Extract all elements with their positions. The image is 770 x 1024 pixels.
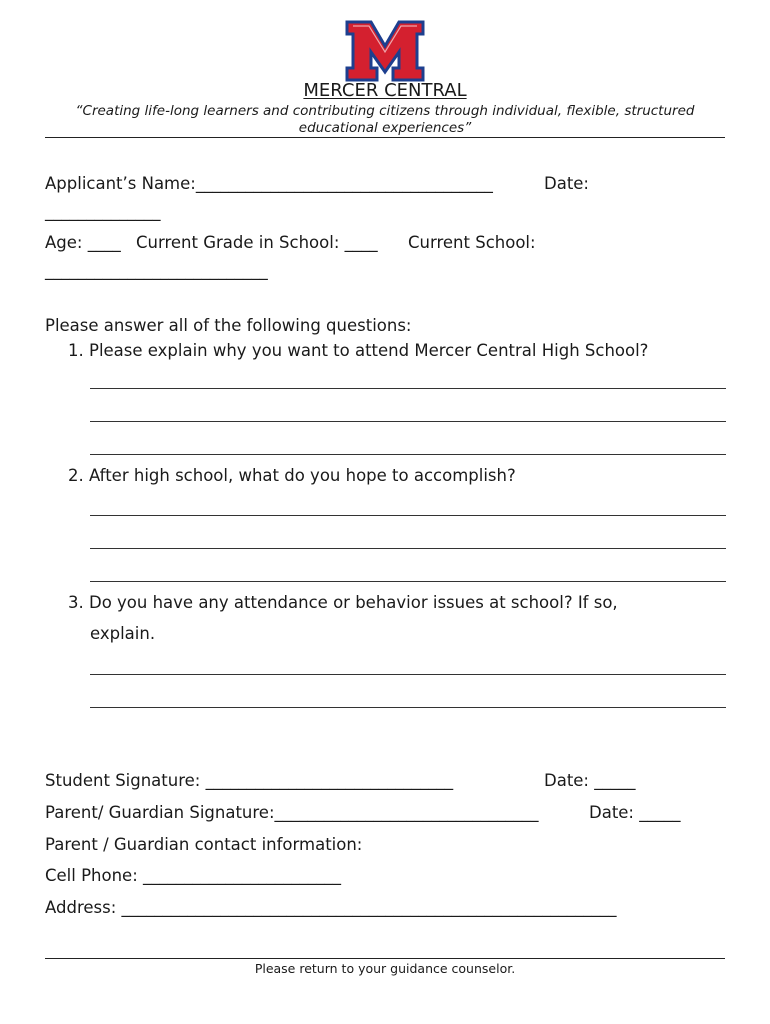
footer-note: Please return to your guidance counselor.	[254, 961, 516, 976]
question-3: 3. Do you have any attendance or behavior issues at school? If so,	[68, 593, 618, 612]
answer-line[interactable]	[90, 421, 726, 422]
parent-date-field[interactable]: Date: _____	[589, 803, 681, 822]
answer-line[interactable]	[90, 707, 726, 708]
student-signature-field[interactable]: Student Signature: ______________________________	[45, 771, 454, 790]
question-1: 1. Please explain why you want to attend Mercer Central High School?	[68, 341, 649, 360]
school-name-heading: MERCER CENTRAL	[303, 80, 467, 101]
answer-line[interactable]	[90, 581, 726, 582]
contact-info-label: Parent / Guardian contact information:	[45, 835, 363, 854]
current-grade-field[interactable]: Current Grade in School: ____	[136, 233, 378, 252]
applicant-date-field[interactable]: ______________	[45, 202, 161, 221]
footer-divider	[45, 958, 725, 959]
question-2: 2. After high school, what do you hope to accomplish?	[68, 466, 516, 485]
questions-intro: Please answer all of the following questions:	[45, 316, 412, 335]
school-logo	[345, 20, 425, 82]
answer-line[interactable]	[90, 454, 726, 455]
current-school-field[interactable]: ___________________________	[45, 261, 268, 280]
applicant-date-label: Date:	[544, 174, 589, 193]
parent-signature-field[interactable]: Parent/ Guardian Signature:________________________________	[45, 803, 539, 822]
student-date-field[interactable]: Date: _____	[544, 771, 636, 790]
header-divider	[45, 137, 725, 138]
answer-line[interactable]	[90, 515, 726, 516]
answer-line[interactable]	[90, 548, 726, 549]
school-motto: “Creating life-long learners and contributing citizens through individual, flexible, structured educational experiences”	[75, 103, 695, 136]
question-3-continued: explain.	[90, 624, 156, 643]
address-field[interactable]: Address: ____________________________________________________________	[45, 898, 617, 917]
applicant-name-field[interactable]: Applicant’s Name:____________________________________	[45, 174, 493, 193]
answer-line[interactable]	[90, 674, 726, 675]
current-school-label: Current School:	[408, 233, 536, 252]
cell-phone-field[interactable]: Cell Phone: ________________________	[45, 866, 342, 885]
age-field[interactable]: Age: ____	[45, 233, 121, 252]
answer-line[interactable]	[90, 388, 726, 389]
